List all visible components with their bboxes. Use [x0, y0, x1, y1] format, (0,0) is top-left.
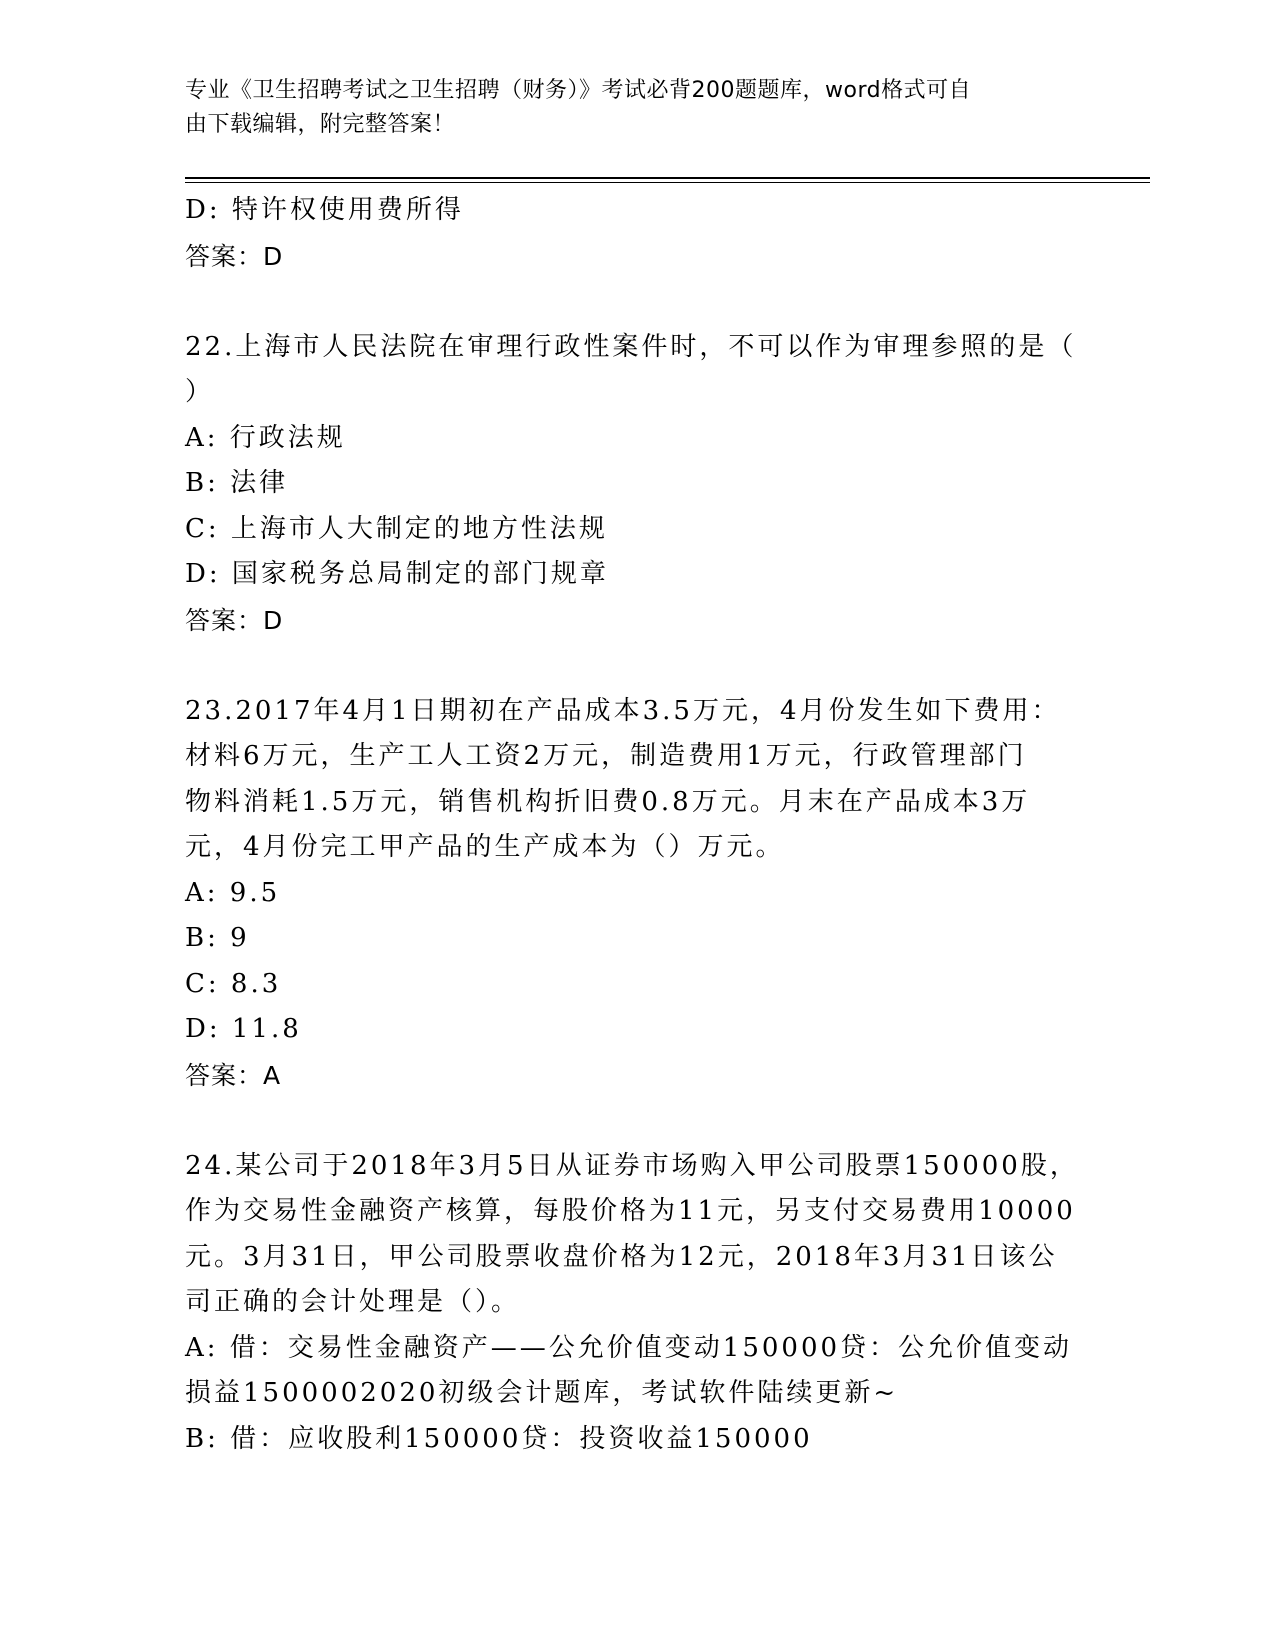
option-a: A: 借：交易性金融资产——公允价值变动150000贷：公允价值变动	[185, 1332, 1073, 1363]
question-stem: 23.2017年4月1日期初在产品成本3.5万元，4月份发生如下费用：	[185, 695, 1061, 726]
question-stem: 22.上海市人民法院在审理行政性案件时，不可以作为审理参照的是（	[185, 331, 1077, 362]
option-a: A: 9.5	[185, 877, 281, 908]
question-stem: 元，4月份完工甲产品的生产成本为（）万元。	[185, 832, 785, 862]
spacer	[185, 643, 1075, 689]
option-b: B: 借：应收股利150000贷：投资收益150000	[185, 1423, 813, 1454]
answer: 答案：A	[185, 1060, 282, 1090]
option-a: A: 行政法规	[185, 422, 346, 453]
header-divider-thin	[185, 182, 1150, 183]
question-24	[185, 1144, 1079, 1463]
spacer	[185, 279, 1075, 325]
question-22	[185, 325, 1075, 644]
question-stem: ）	[185, 377, 215, 407]
question-stem: 物料消耗1.5万元，销售机构折旧费0.8万元。月末在产品成本3万	[185, 786, 1031, 817]
option-d: D: 国家税务总局制定的部门规章	[185, 559, 609, 589]
header-line-1: 专业《卫生招聘考试之卫生招聘（财务）》考试必背200题题库，word格式可自	[185, 78, 972, 103]
option-b: B: 法律	[185, 468, 289, 498]
header-divider-thick	[185, 177, 1150, 179]
question-stem: 材料6万元，生产工人工资2万元，制造费用1万元，行政管理部门	[185, 741, 1027, 771]
document-body	[185, 188, 1079, 1462]
question-stem: 元。3月31日，甲公司股票收盘价格为12元，2018年3月31日该公	[185, 1241, 1058, 1272]
option-c: C: 上海市人大制定的地方性法规	[185, 513, 608, 544]
option-d: D: 特许权使用费所得	[185, 195, 464, 225]
option-d: D: 11.8	[185, 1014, 302, 1044]
answer: 答案：D	[185, 605, 284, 635]
answer: 答案：D	[185, 241, 284, 271]
question-21	[185, 188, 1075, 279]
option-b: B: 9	[185, 923, 250, 953]
question-23	[185, 689, 1075, 1099]
header-line-2: 由下载编辑，附完整答案！	[185, 112, 456, 137]
document-header	[185, 74, 1075, 142]
question-stem: 作为交易性金融资产核算，每股价格为11元，另支付交易费用10000	[185, 1196, 1076, 1226]
question-stem: 司正确的会计处理是（）。	[185, 1287, 521, 1317]
spacer	[185, 1098, 1075, 1144]
option-c: C: 8.3	[185, 968, 282, 999]
question-stem: 24.某公司于2018年3月5日从证券市场购入甲公司股票150000股，	[185, 1150, 1079, 1181]
option-a-continued: 损益1500002020初级会计题库，考试软件陆续更新~	[185, 1378, 899, 1408]
